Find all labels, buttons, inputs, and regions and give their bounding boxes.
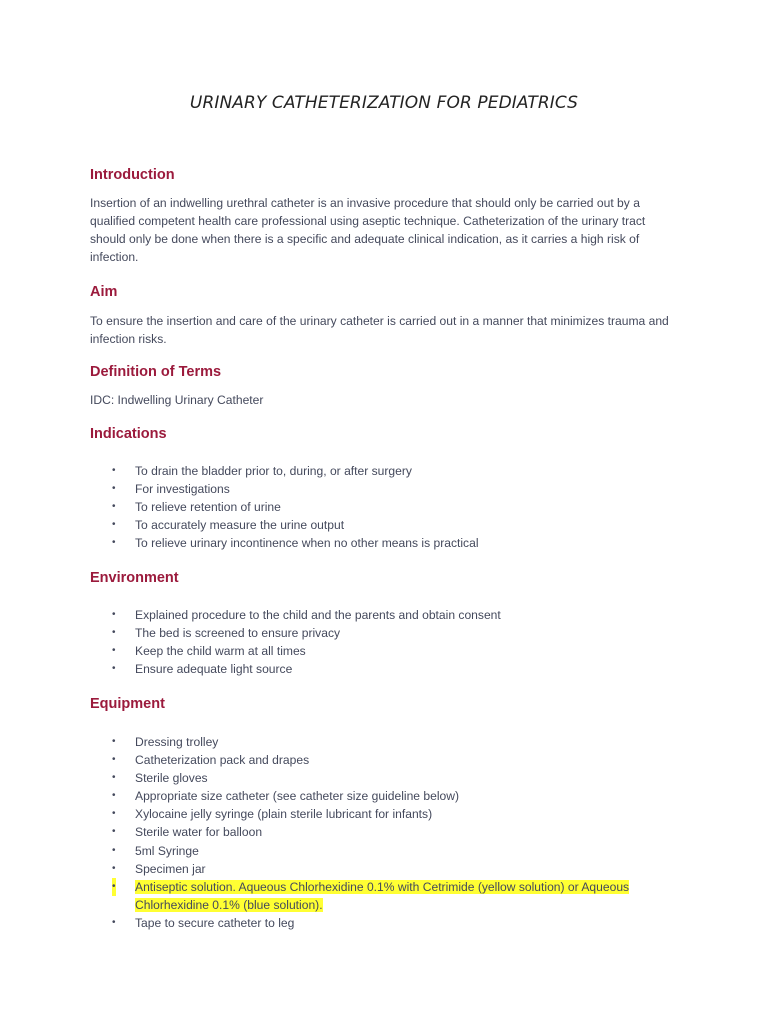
- introduction-text: Insertion of an indwelling urethral catheter is an invasive procedure that should only be carried out by a qualified competent health care professional using aseptic technique. Catheterization of the urinary tract should only be done when there is a specific and adequate clinical indication, as it carries a high risk of infection.: [90, 196, 646, 264]
- equipment-heading: Equipment: [90, 696, 165, 712]
- bullet-icon: •: [112, 483, 116, 495]
- document-title: URINARY CATHETERIZATION FOR PEDIATRICS: [189, 93, 579, 113]
- list-item-text: Tape to secure catheter to leg: [135, 915, 295, 930]
- bullet-icon: •: [112, 826, 116, 838]
- list-item: [90, 769, 655, 787]
- bullet-icon: •: [112, 844, 116, 856]
- list-item: [90, 914, 655, 932]
- list-item: [90, 660, 501, 678]
- bullet-icon: •: [112, 609, 116, 620]
- list-item: [90, 606, 501, 624]
- list-item-text: Specimen jar: [135, 861, 206, 876]
- list-item: [90, 842, 655, 860]
- list-item: [90, 787, 655, 805]
- bullet-icon: •: [112, 663, 116, 675]
- list-item-text: The bed is screened to ensure privacy: [135, 626, 341, 641]
- list-item: [90, 751, 655, 769]
- list-item: [90, 823, 655, 841]
- list-item-text: To accurately measure the urine output: [135, 518, 345, 533]
- aim-text: To ensure the insertion and care of the urinary catheter is carried out in a manner that minimizes trauma and infection risks.: [90, 314, 669, 346]
- list-item: [90, 733, 655, 751]
- bullet-icon: •: [112, 772, 116, 784]
- environment-heading: Environment: [90, 570, 179, 586]
- list-item-text: Sterile water for balloon: [135, 825, 263, 840]
- list-item: [90, 860, 655, 878]
- bullet-icon: •: [112, 862, 116, 874]
- bullet-icon: •: [112, 519, 116, 531]
- bullet-icon: •: [112, 808, 116, 820]
- list-item-text: To relieve retention of urine: [135, 500, 281, 515]
- list-item-text: 5ml Syringe: [135, 843, 199, 858]
- list-item: [90, 498, 479, 516]
- highlighted-text-block: [135, 878, 655, 914]
- aim-heading: Aim: [90, 284, 118, 300]
- list-item: [90, 480, 479, 498]
- list-item-text: Appropriate size catheter (see catheter size guideline below): [135, 789, 460, 804]
- indications-heading: Indications: [90, 426, 167, 442]
- bullet-icon: •: [112, 754, 116, 766]
- list-item: [90, 624, 501, 642]
- definitions-heading: Definition of Terms: [90, 364, 222, 380]
- list-item: [90, 462, 479, 480]
- bullet-icon: •: [112, 790, 116, 802]
- list-item-text: Catheterization pack and drapes: [135, 753, 310, 768]
- bullet-icon: •: [112, 736, 116, 747]
- bullet-icon: •: [112, 465, 116, 476]
- list-item-text: To drain the bladder prior to, during, or after surgery: [135, 464, 412, 478]
- list-item-text: Sterile gloves: [135, 771, 208, 786]
- list-item: [90, 516, 479, 534]
- bullet-icon: •: [112, 537, 116, 549]
- list-item: [90, 642, 501, 660]
- definitions-text: IDC: Indwelling Urinary Catheter: [90, 393, 264, 407]
- list-item-text: For investigations: [135, 482, 230, 497]
- indications-list: [90, 462, 479, 552]
- environment-list: [90, 606, 501, 678]
- list-item-text: Explained procedure to the child and the parents and obtain consent: [135, 608, 501, 622]
- list-item-text: Ensure adequate light source: [135, 662, 293, 677]
- bullet-icon: •: [112, 916, 116, 928]
- list-item-text: Xylocaine jelly syringe (plain sterile lubricant for infants): [135, 807, 433, 822]
- bullet-icon: •: [112, 501, 116, 513]
- list-item: [90, 805, 655, 823]
- bullet-icon: •: [112, 627, 116, 639]
- introduction-heading: Introduction: [90, 167, 175, 183]
- bullet-icon: •: [112, 645, 116, 657]
- equipment-list: [90, 733, 655, 932]
- list-item-text: Keep the child warm at all times: [135, 644, 306, 659]
- list-item-text: To relieve urinary incontinence when no other means is practical: [135, 536, 479, 551]
- highlighted-list-item: [90, 878, 655, 914]
- highlighted-text: Antiseptic solution. Aqueous Chlorhexidine 0.1% with Cetrimide (yellow solution) or Aqueous Chlorhexidine 0.1% (blue solution).: [135, 879, 630, 912]
- bullet-icon: •: [112, 878, 116, 896]
- list-item-text: Dressing trolley: [135, 735, 219, 749]
- list-item: [90, 534, 479, 552]
